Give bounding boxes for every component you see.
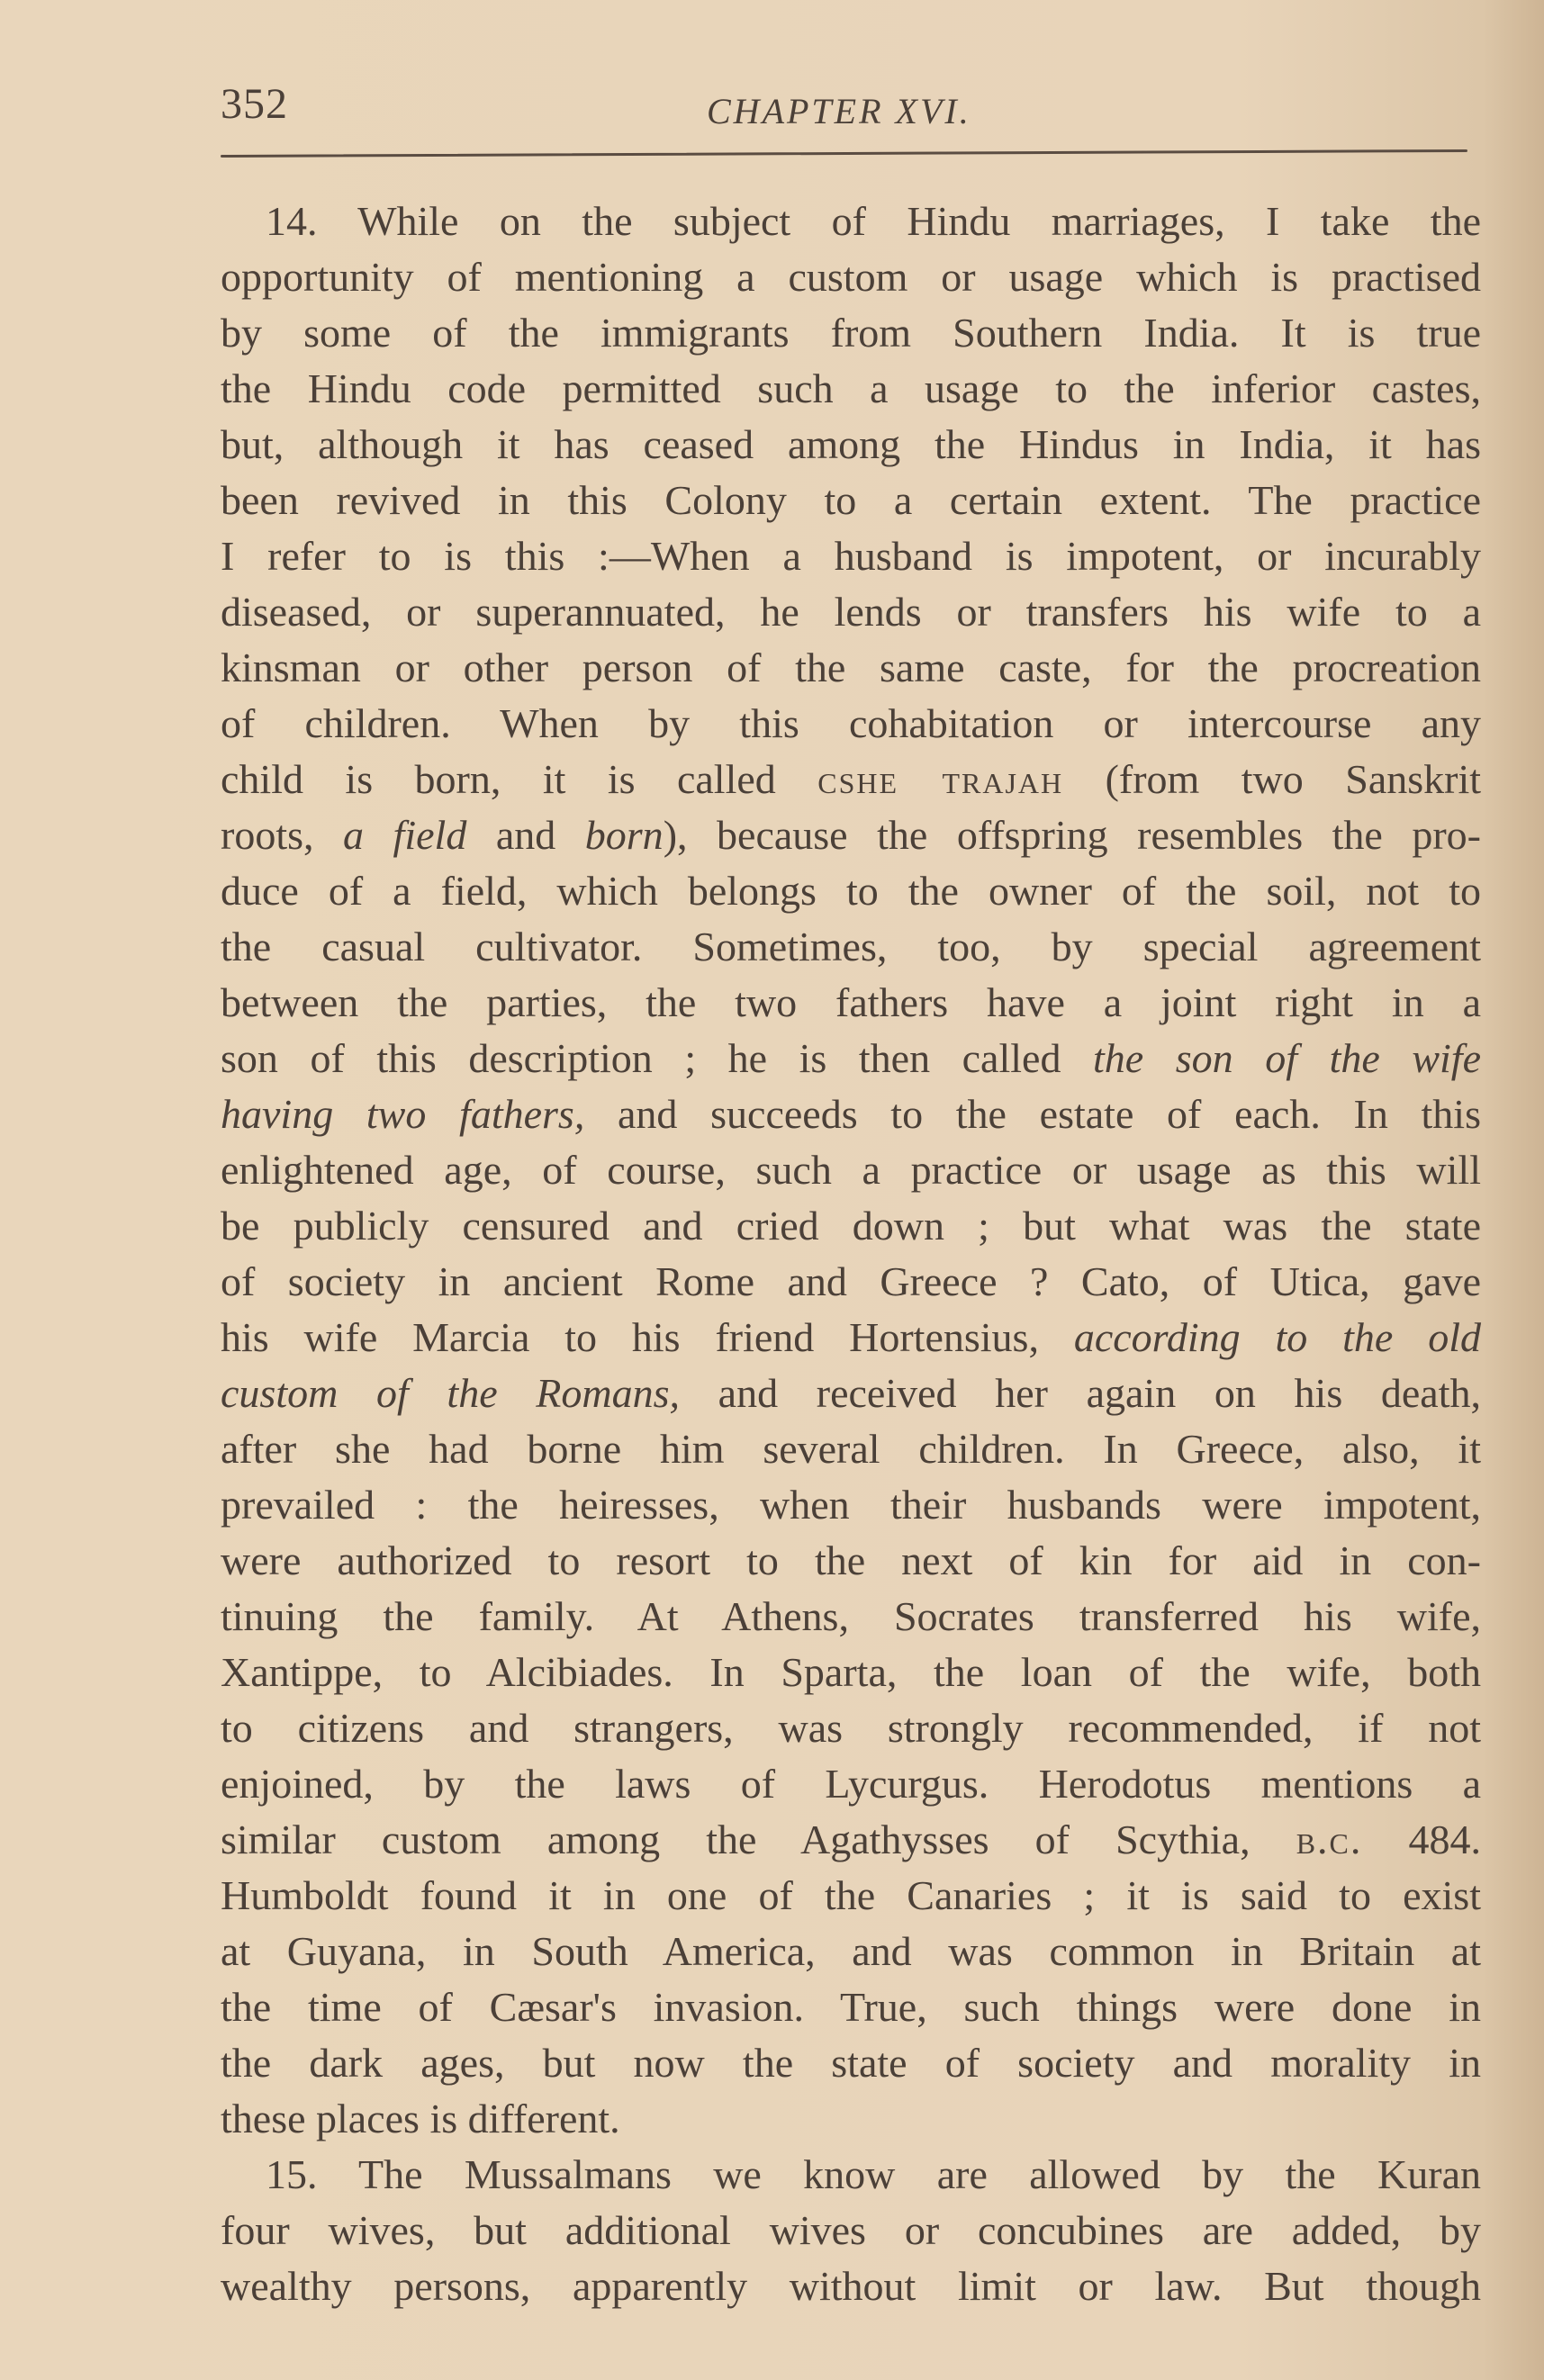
- text-segment: (from two Sanskrit: [1063, 756, 1482, 802]
- text-segment: prevailed : the heiresses, when their husbands were impotent,: [221, 1482, 1481, 1528]
- text-segment: and succeeds to the estate of each. In this: [584, 1091, 1481, 1137]
- text-segment: Humboldt found it in one of the Canaries ; it is said to exist: [221, 1872, 1481, 1918]
- text-line: [221, 696, 1481, 752]
- text-segment: after she had borne him several children. In Greece, also, it: [221, 1426, 1481, 1472]
- text-segment: Xantippe, to Alcibiades. In Sparta, the loan of the wife, both: [221, 1649, 1481, 1695]
- text-line: [221, 1868, 1481, 1924]
- text-segment: four wives, but additional wives or concubines are added, by: [221, 2207, 1481, 2253]
- text-segment: I refer to is this :—When a husband is impotent, or incurably: [221, 533, 1481, 579]
- text-line: [221, 528, 1481, 584]
- text-segment: of children. When by this cohabitation or intercourse any: [221, 700, 1481, 746]
- text-line: [221, 1477, 1481, 1533]
- text-segment: to citizens and strangers, was strongly recommended, if not: [221, 1705, 1481, 1751]
- text-line: [221, 1421, 1481, 1477]
- header-rule: [221, 149, 1467, 158]
- text-segment: 15. The Mussalmans we know are allowed by the Kuran: [266, 2151, 1481, 2197]
- text-line: [221, 2091, 1481, 2147]
- text-line: [221, 1645, 1481, 1700]
- running-title: CHAPTER XVI.: [707, 91, 971, 131]
- text-segment: duce of a field, which belongs to the owner of the soil, not to: [221, 868, 1481, 914]
- text-line: [221, 473, 1481, 528]
- text-segment: the dark ages, but now the state of society and morality in: [221, 2040, 1481, 2086]
- text-line: [221, 807, 1481, 863]
- text-segment: 484.: [1362, 1817, 1482, 1862]
- text-segment: his wife Marcia to his friend Hortensius,: [221, 1314, 1074, 1360]
- text-segment: been revived in this Colony to a certain extent. The practice: [221, 477, 1481, 523]
- text-line: [221, 919, 1481, 975]
- text-line: [221, 361, 1481, 417]
- text-segment: these places is different.: [221, 2096, 620, 2141]
- italic-text: having two fathers,: [221, 1091, 585, 1137]
- text-line: [221, 194, 1481, 249]
- text-segment: but, although it has ceased among the Hindus in India, it has: [221, 421, 1481, 467]
- text-segment: the Hindu code permitted such a usage to the inferior castes,: [221, 365, 1481, 411]
- text-segment: of society in ancient Rome and Greece ? Cato, of Utica, gave: [221, 1258, 1481, 1304]
- text-line: [221, 2035, 1481, 2091]
- body-text: [221, 194, 1481, 2314]
- text-line: [221, 1756, 1481, 1812]
- text-line: [221, 2203, 1481, 2258]
- text-line: [221, 417, 1481, 473]
- text-line: [221, 1979, 1481, 2035]
- text-line: [221, 1366, 1481, 1421]
- italic-text: the son of the wife: [1093, 1035, 1481, 1081]
- text-line: [221, 1198, 1481, 1254]
- text-line: [221, 2147, 1481, 2203]
- text-segment: enjoined, by the laws of Lycurgus. Herodotus mentions a: [221, 1761, 1481, 1807]
- small-caps-text: b.c.: [1296, 1817, 1363, 1862]
- text-line: [221, 2258, 1481, 2314]
- text-line: [221, 752, 1481, 807]
- text-line: [221, 305, 1481, 361]
- text-line: [221, 863, 1481, 919]
- text-line: [221, 1924, 1481, 1979]
- page-number: 352: [221, 80, 288, 128]
- text-segment: opportunity of mentioning a custom or usage which is practised: [221, 254, 1481, 300]
- text-segment: wealthy persons, apparently without limit or law. But though: [221, 2263, 1481, 2309]
- text-line: [221, 1812, 1481, 1868]
- text-segment: ), because the offspring resembles the pro-: [663, 812, 1481, 858]
- text-segment: kinsman or other person of the same caste, for the procreation: [221, 645, 1481, 690]
- text-segment: were authorized to resort to the next of kin for aid in con-: [221, 1537, 1481, 1583]
- text-segment: and: [466, 812, 585, 858]
- small-caps-text: cshe trajah: [817, 756, 1064, 802]
- italic-text: custom of the Romans,: [221, 1370, 681, 1416]
- text-segment: and received her again on his death,: [680, 1370, 1481, 1416]
- text-segment: son of this description ; he is then called: [221, 1035, 1094, 1081]
- text-segment: similar custom among the Agathysses of Scythia,: [221, 1817, 1296, 1862]
- italic-text: born: [584, 812, 664, 858]
- text-line: [221, 1310, 1481, 1366]
- text-segment: by some of the immigrants from Southern India. It is true: [221, 310, 1481, 356]
- text-segment: the time of Cæsar's invasion. True, such things were done in: [221, 1984, 1481, 2030]
- text-line: [221, 640, 1481, 696]
- text-line: [221, 1700, 1481, 1756]
- text-segment: roots,: [221, 812, 344, 858]
- text-segment: the casual cultivator. Sometimes, too, by special agreement: [221, 924, 1481, 969]
- text-line: [221, 1589, 1481, 1645]
- italic-text: according to the old: [1073, 1314, 1481, 1360]
- italic-text: a field: [343, 812, 467, 858]
- text-segment: enlightened age, of course, such a practice or usage as this will: [221, 1147, 1481, 1193]
- text-segment: child is born, it is called: [221, 756, 818, 802]
- text-segment: 14. While on the subject of Hindu marriages, I take the: [266, 198, 1481, 244]
- text-segment: at Guyana, in South America, and was common in Britain at: [221, 1928, 1481, 1974]
- text-segment: between the parties, the two fathers have a joint right in a: [221, 979, 1481, 1025]
- text-line: [221, 1031, 1481, 1086]
- text-line: [221, 1142, 1481, 1198]
- text-line: [221, 1086, 1481, 1142]
- text-line: [221, 1533, 1481, 1589]
- text-segment: be publicly censured and cried down ; but what was the state: [221, 1203, 1481, 1249]
- text-line: [221, 584, 1481, 640]
- text-line: [221, 975, 1481, 1031]
- text-segment: diseased, or superannuated, he lends or transfers his wife to a: [221, 589, 1481, 635]
- text-line: [221, 1254, 1481, 1310]
- text-segment: tinuing the family. At Athens, Socrates transferred his wife,: [221, 1593, 1481, 1639]
- text-line: [221, 249, 1481, 305]
